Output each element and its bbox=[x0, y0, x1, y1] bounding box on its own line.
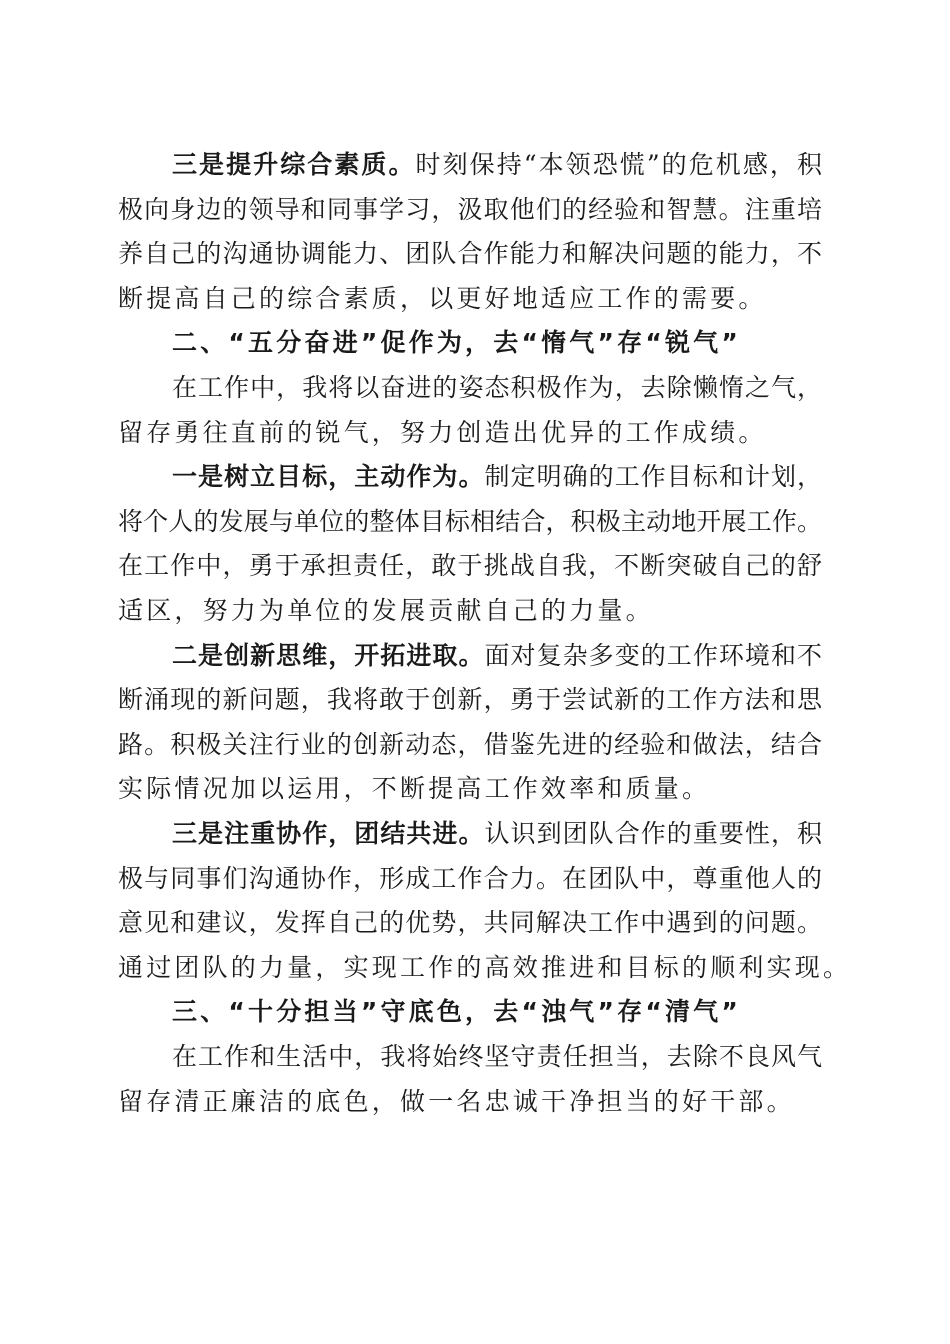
line-text: 制定明确的工作目标和计划， bbox=[484, 462, 824, 492]
line-text: 三、“十分担当”守底色，去“浊气”存“清气” bbox=[172, 997, 741, 1027]
line-text: 留存清正廉洁的底色，做一名忠诚干净担当的好干部。 bbox=[118, 1086, 795, 1116]
paragraph-line bbox=[118, 863, 824, 893]
section-heading bbox=[172, 328, 741, 358]
line-text: 时刻保持“本领恐慌”的危机感，积 bbox=[415, 150, 825, 179]
paragraph-line bbox=[118, 729, 824, 759]
line-text: 断涌现的新问题，我将敢于创新，勇于尝试新的工作方法和思 bbox=[118, 685, 824, 715]
paragraph-line bbox=[118, 551, 824, 581]
paragraph-line bbox=[118, 1086, 795, 1116]
paragraph-line bbox=[118, 952, 852, 982]
line-text: 面对复杂多变的工作环境和不 bbox=[484, 640, 824, 670]
line-text: 在工作中，勇于承担责任，敢于挑战自我，不断突破自己的舒 bbox=[118, 551, 824, 581]
paragraph-line bbox=[118, 774, 711, 804]
line-text: 断提高自己的综合素质，以更好地适应工作的需要。 bbox=[118, 283, 767, 313]
line-text: 极向身边的领导和同事学习，汲取他们的经验和智慧。注重培 bbox=[118, 194, 824, 224]
paragraph-lead: 三是提升综合素质。 bbox=[172, 150, 416, 179]
line-text: 通过团队的力量，实现工作的高效推进和目标的顺利实现。 bbox=[118, 952, 852, 982]
line-text: 留存勇往直前的锐气，努力创造出优异的工作成绩。 bbox=[118, 417, 767, 447]
line-text: 将个人的发展与单位的整体目标相结合，积极主动地开展工作。 bbox=[118, 506, 823, 536]
paragraph-line bbox=[118, 417, 767, 447]
line-text: 适区，努力为单位的发展贡献自己的力量。 bbox=[118, 596, 654, 625]
paragraph-line bbox=[118, 598, 654, 623]
paragraph-lead: 一是树立目标，主动作为。 bbox=[172, 462, 485, 492]
paragraph-lead: 三是注重协作，团结共进。 bbox=[172, 819, 485, 848]
line-text: 意见和建议，发挥自己的优势，共同解决工作中遇到的问题。 bbox=[118, 908, 824, 938]
line-text: 路。积极关注行业的创新动态，借鉴先进的经验和做法，结合 bbox=[118, 729, 824, 759]
line-text: 养自己的沟通协调能力、团队合作能力和解决问题的能力，不 bbox=[118, 239, 824, 269]
paragraph-line bbox=[172, 821, 823, 846]
paragraph-line bbox=[118, 506, 823, 536]
paragraph-line bbox=[118, 239, 824, 269]
paragraph-line bbox=[172, 1044, 823, 1069]
paragraph-line bbox=[118, 283, 767, 313]
line-text: 极与同事们沟通协作，形成工作合力。在团队中，尊重他人的 bbox=[118, 863, 824, 893]
paragraph-lead: 二是创新思维，开拓进取。 bbox=[172, 640, 485, 670]
line-text: 认识到团队合作的重要性，积 bbox=[484, 819, 824, 848]
paragraph-line bbox=[172, 640, 824, 670]
paragraph-line bbox=[118, 685, 824, 715]
paragraph-line bbox=[172, 152, 824, 177]
line-text: 在工作中，我将以奋进的姿态积极作为，去除懒惰之气， bbox=[172, 373, 824, 402]
paragraph-line bbox=[172, 375, 823, 400]
paragraph-line bbox=[118, 194, 824, 224]
paragraph-line bbox=[172, 462, 824, 492]
line-text: 在工作和生活中，我将始终坚守责任担当，去除不良风气 bbox=[172, 1042, 824, 1071]
paragraph-line bbox=[118, 908, 824, 938]
section-heading bbox=[172, 997, 741, 1027]
line-text: 实际情况加以运用，不断提高工作效率和质量。 bbox=[118, 774, 711, 804]
line-text: 二、“五分奋进”促作为，去“惰气”存“锐气” bbox=[172, 328, 741, 358]
